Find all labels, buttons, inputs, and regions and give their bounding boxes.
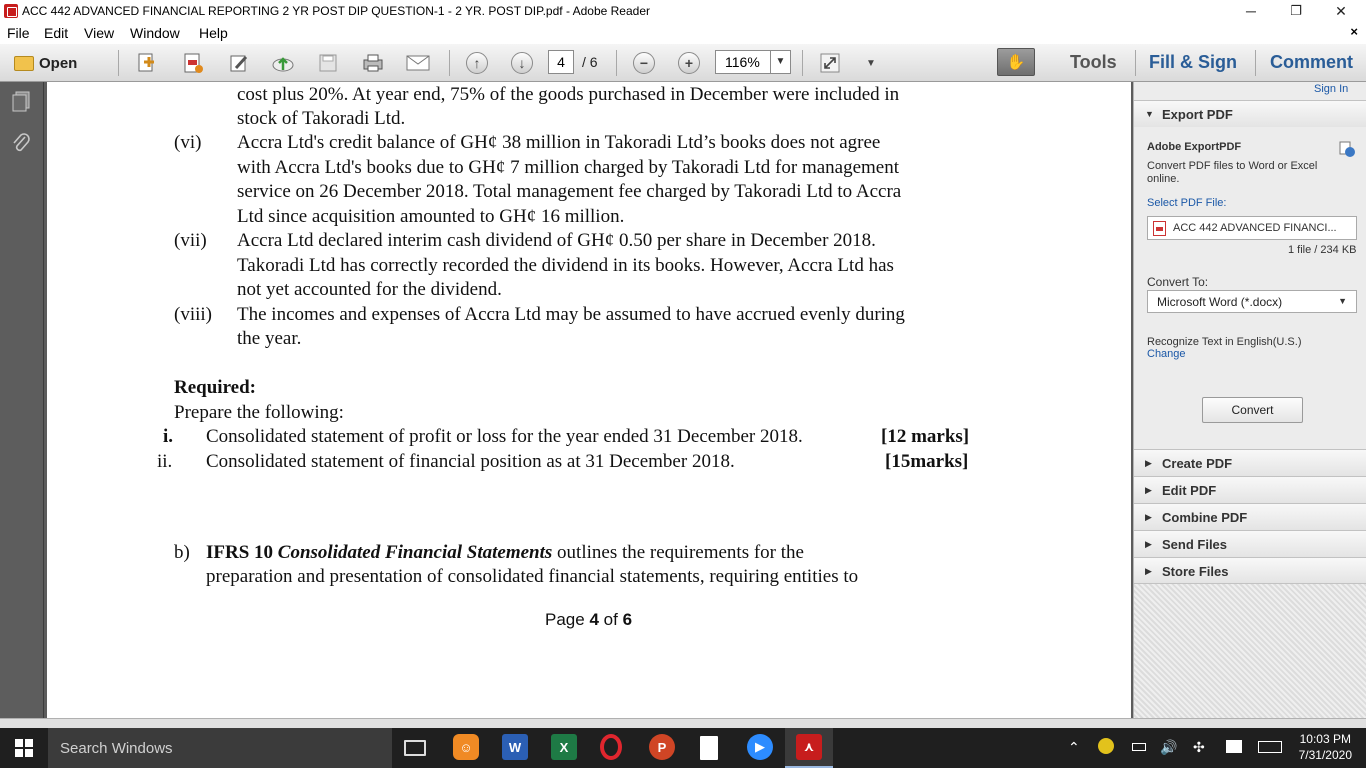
selected-file-field[interactable] (1147, 216, 1357, 240)
paperclip-icon[interactable] (10, 132, 32, 154)
email-button[interactable] (405, 51, 431, 75)
pdf-file-icon (182, 52, 204, 74)
pdf-file-icon (1153, 221, 1166, 236)
previous-page-button[interactable] (464, 51, 490, 75)
doc-line: not yet accounted for the dividend. (237, 279, 502, 300)
clock-date: 7/31/2020 (1298, 748, 1352, 762)
envelope-icon (406, 54, 430, 72)
speaker-icon[interactable]: 🔊 (1160, 739, 1178, 755)
menu-view[interactable]: View (84, 25, 115, 41)
sign-in-link[interactable]: Sign In (1314, 83, 1349, 95)
triangle-right-icon: ▶ (1145, 566, 1152, 576)
excel-icon[interactable]: X (551, 734, 577, 760)
close-document-button[interactable]: × (1350, 24, 1358, 39)
select-file-label: Select PDF File: (1147, 197, 1227, 209)
menu-bar (0, 23, 1366, 44)
req-item-marks: [15marks] (885, 451, 969, 472)
create-pdf-section[interactable] (1134, 449, 1366, 476)
fill-sign-tab[interactable]: Fill & Sign (1149, 52, 1237, 72)
section-label: Edit PDF (1162, 483, 1217, 498)
export-desc: online. (1147, 173, 1180, 185)
chevron-down-icon: ▼ (1338, 296, 1347, 306)
req-item-num: i. (163, 426, 174, 447)
print-button[interactable] (360, 51, 386, 75)
convert-button[interactable]: Convert (1202, 397, 1303, 423)
zoom-out-button[interactable] (631, 51, 657, 75)
export-desc: Convert PDF files to Word or Excel (1147, 160, 1318, 172)
powerpoint-icon[interactable]: P (649, 734, 675, 760)
search-placeholder: Search Windows (60, 740, 173, 757)
chevron-down-icon: ▼ (866, 57, 876, 69)
req-item-num: ii. (157, 451, 173, 472)
req-item-text: Consolidated statement of profit or loss for the year ended 31 December 2018. (206, 426, 803, 447)
arrow-down-icon: ↓ (511, 52, 533, 74)
triangle-right-icon: ▶ (1145, 539, 1152, 549)
pencil-icon (228, 52, 250, 74)
item-numeral: (vi) (174, 132, 202, 153)
doc-line: Accra Ltd's credit balance of GH¢ 38 million in Takoradi Ltd’s books does not agree (237, 132, 881, 153)
item-numeral: (vii) (174, 230, 207, 251)
upload-button[interactable] (270, 51, 296, 75)
printer-icon (362, 53, 384, 73)
toolbar-more-button[interactable] (858, 51, 884, 75)
task-view-icon[interactable] (404, 740, 426, 756)
close-button[interactable]: ✕ (1335, 3, 1347, 19)
edit-pdf-section[interactable] (1134, 476, 1366, 503)
toolbar-separator (802, 50, 803, 76)
chevron-up-icon[interactable]: ⌃ (1068, 739, 1080, 755)
footer-total: 6 (622, 610, 633, 629)
cloud-upload-icon (271, 52, 295, 74)
section-label: Store Files (1162, 564, 1229, 579)
req-item-marks: [12 marks] (881, 426, 970, 447)
network-icon[interactable]: ✣ (1193, 739, 1205, 755)
expand-icon (819, 52, 841, 74)
combine-pdf-section[interactable] (1134, 503, 1366, 530)
tools-tab[interactable]: Tools (1070, 52, 1117, 72)
start-button[interactable] (0, 728, 48, 768)
battery-icon[interactable] (1132, 743, 1146, 751)
minus-icon: − (633, 52, 655, 74)
title-bar (0, 0, 1366, 23)
pdf-page (47, 82, 1131, 718)
item-numeral: (viii) (174, 304, 212, 325)
selected-file-name: ACC 442 ADVANCED FINANCI... (1173, 222, 1337, 234)
export-pdf-icon (1338, 140, 1356, 158)
plus-icon: + (678, 52, 700, 74)
req-item-text: Consolidated statement of financial position as at 31 December 2018. (206, 451, 735, 472)
minimize-button[interactable]: ─ (1246, 3, 1256, 19)
doc-line: the year. (237, 328, 302, 349)
file-icon[interactable] (700, 736, 718, 760)
toolbar-separator (118, 50, 119, 76)
footer-page-num: 4 (589, 610, 599, 629)
doc-line: service on 26 December 2018. Total management fee charged by Takoradi Ltd to Accra (237, 181, 902, 202)
fit-page-button[interactable] (817, 51, 843, 75)
toolbar-separator (1255, 50, 1256, 76)
send-files-section[interactable] (1134, 530, 1366, 557)
clock[interactable] (1299, 731, 1352, 763)
document-area[interactable] (44, 82, 1132, 728)
create-pdf-icon (136, 52, 158, 74)
doc-line: Ltd since acquisition amounted to GH¢ 16 million. (237, 206, 625, 227)
change-link[interactable]: Change (1147, 348, 1186, 360)
horizontal-scrollbar[interactable] (0, 718, 1366, 728)
convert-to-label: Convert To: (1147, 275, 1209, 289)
recognize-text-label: Recognize Text in English(U.S.) (1147, 336, 1302, 348)
page-total: / 6 (582, 54, 598, 70)
required-heading: Required: (174, 377, 256, 398)
adobe-reader-icon (4, 4, 18, 18)
section-label: Send Files (1162, 537, 1228, 552)
navigation-pane (0, 82, 44, 728)
word-icon[interactable]: W (502, 734, 528, 760)
toolbar-separator (449, 50, 450, 76)
zoom-in-button[interactable] (676, 51, 702, 75)
triangle-right-icon: ▶ (1145, 512, 1152, 522)
part-b-line2: preparation and presentation of consolidated financial statements, requiring entities to (206, 566, 859, 587)
footer-page-word: Page (545, 610, 585, 629)
menu-help[interactable]: Help (199, 25, 228, 41)
opera-icon[interactable] (600, 734, 622, 760)
doc-line: The incomes and expenses of Accra Ltd may be assumed to have accrued evenly during (237, 304, 905, 325)
section-label: Create PDF (1162, 456, 1233, 471)
adobe-reader-icon: ⋏ (796, 734, 822, 760)
menu-edit[interactable]: Edit (44, 25, 69, 41)
triangle-right-icon: ▶ (1145, 458, 1152, 468)
zoom-select[interactable] (715, 50, 791, 74)
windows-logo-icon (15, 739, 33, 757)
uc-browser-icon[interactable]: ☺ (453, 734, 479, 760)
export-pdf-label: Export PDF (1162, 107, 1233, 122)
triangle-down-icon: ▼ (1145, 109, 1154, 119)
part-b-label: b) (174, 542, 190, 563)
doc-line: stock of Takoradi Ltd. (237, 108, 406, 129)
convert-to-select[interactable] (1147, 290, 1357, 313)
open-button[interactable] (14, 51, 77, 75)
hand-icon: ✋ (1006, 54, 1026, 71)
folder-icon (14, 56, 34, 71)
page-number-input[interactable]: 4 (548, 50, 574, 74)
export-pdf-header[interactable] (1134, 100, 1366, 127)
edit-button[interactable] (226, 51, 252, 75)
footer-of-word: of (603, 610, 618, 629)
part-b-bold: IFRS 10 (206, 542, 274, 563)
zoom-value: 116% (725, 54, 760, 70)
file-info: 1 file / 234 KB (1288, 244, 1357, 256)
tools-pane (1133, 82, 1366, 728)
next-page-button[interactable] (509, 51, 535, 75)
triangle-right-icon: ▶ (1145, 485, 1152, 495)
page-footer (545, 610, 632, 630)
notification-icon[interactable] (1226, 740, 1242, 753)
taskbar (0, 728, 1366, 768)
arrow-up-icon: ↑ (466, 52, 488, 74)
doc-line: with Accra Ltd's books due to GH¢ 7 million charged by Takoradi Ltd for management (237, 157, 900, 178)
window-title: ACC 442 ADVANCED FINANCIAL REPORTING 2 YR POST DIP QUESTION-1 - 2 YR. POST DIP.pdf - Adobe Reader (22, 4, 651, 18)
menu-window[interactable]: Window (130, 25, 180, 41)
doc-line: cost plus 20%. At year end, 75% of the goods purchased in December were included in (237, 84, 900, 105)
doc-line: Takoradi Ltd has correctly recorded the dividend in its books. However, Accra Ltd has (237, 255, 894, 276)
section-label: Combine PDF (1162, 510, 1248, 525)
security-tray-icon[interactable] (1098, 738, 1114, 754)
chevron-down-icon: ▼ (770, 51, 790, 73)
pane-empty-area (1134, 584, 1366, 728)
comment-tab[interactable]: Comment (1270, 52, 1354, 72)
prepare-line: Prepare the following: (174, 402, 344, 423)
store-files-section[interactable] (1134, 557, 1366, 584)
clock-time: 10:03 PM (1299, 732, 1351, 746)
toolbar-separator (616, 50, 617, 76)
taskbar-search[interactable] (48, 728, 392, 768)
save-button[interactable] (315, 51, 341, 75)
part-b-rest: outlines the requirements for the (557, 542, 804, 563)
convert-to-value: Microsoft Word (*.docx) (1157, 295, 1283, 309)
export-title: Adobe ExportPDF (1147, 141, 1242, 153)
part-b-line1 (206, 542, 804, 564)
save-icon (318, 53, 338, 73)
create-pdf-button[interactable] (134, 51, 160, 75)
open-label: Open (39, 54, 78, 72)
part-b-italic: Consolidated Financial Statements (277, 542, 553, 563)
doc-line: Accra Ltd declared interim cash dividend of GH¢ 0.50 per share in December 2018. (237, 230, 876, 251)
zoom-app-icon[interactable]: ▶ (747, 734, 773, 760)
toolbar-separator (1135, 50, 1136, 76)
keyboard-icon[interactable] (1258, 741, 1282, 753)
page-thumbnails-icon[interactable] (10, 90, 32, 112)
hand-tool-button[interactable] (997, 48, 1035, 76)
menu-file[interactable]: File (7, 25, 30, 41)
restore-button[interactable]: ❐ (1290, 3, 1302, 18)
convert-pdf-button[interactable] (180, 51, 206, 75)
adobe-reader-taskbar-button[interactable] (785, 728, 833, 768)
